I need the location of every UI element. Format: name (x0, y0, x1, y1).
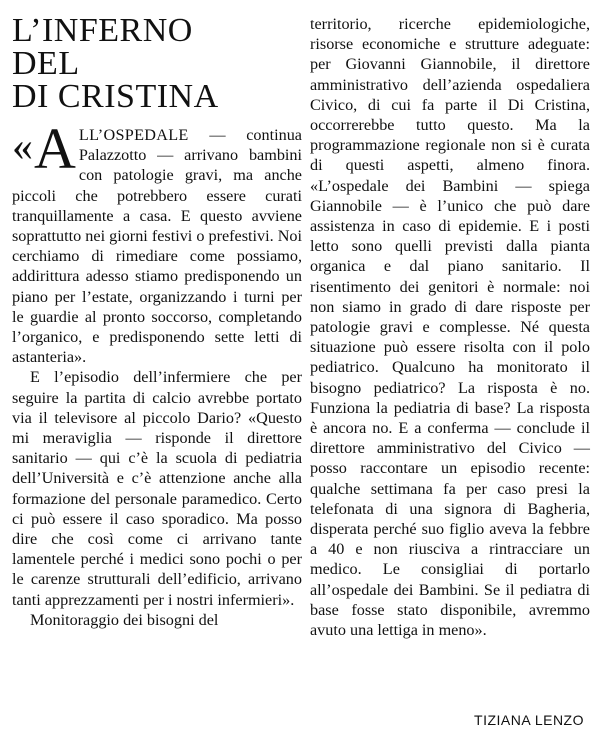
author-signature: TIZIANA LENZO (474, 712, 584, 728)
left-column (12, 14, 302, 630)
title-line-3: DI CRISTINA (12, 78, 219, 115)
article-body-right (310, 14, 590, 640)
lead-caps: LL’OSPEDALE (78, 126, 189, 144)
drop-cap: A (34, 116, 76, 181)
article-body-left (12, 116, 302, 630)
title-line-1: L’INFERNO (12, 12, 193, 49)
paragraph-3-start: Monitoraggio dei bisogni del (30, 610, 219, 629)
paragraph-2: E l’episodio dell’infermiere che per seguire la partita di calcio avrebbe portato via il televisore al piccolo Dario? «Questo mi meraviglia — risponde il direttore sanitario — qui c’è la scuola di pediatria dell’Università e c’è attenzione anche alla formazione del personale paramedico. Certo ci può essere il caso sporadico. Ma posso dire che così come ci arrivano tante lamentele perché i medici sono pochi o per le carenze strutturali dell’edificio, arrivano tanti apprezzamenti per i nostri infermieri». (12, 368, 302, 609)
title-line-2: DEL (12, 45, 80, 82)
opening-quote: « (12, 124, 33, 170)
paragraph-1 (12, 116, 302, 367)
paragraph-3-continued: territorio, ricerche epidemiologiche, risorse economiche e strutture adeguate: per Giovanni Giannobile, il direttore amministrativo dell’azienda ospedaliera Civico, di cui fa parte il Di Cristina, occorrerebbe tutto questo. Ma la programmazione regionale non si è curata di questi aspetti, almeno finora. «L’ospedale dei Bambini — spiega Giannobile — è l’unico che può dare assistenza in caso di epidemie. E i posti letto sono quelli previsti dalla pianta organica e dal piano sanitario. Il risentimento dei genitori è normale: noi non siamo in grado di dare risposte per patologie gravi e complesse. Né questa situazione può essere risolta con il polo pediatrico. Qualcuno ha monitorato il bisogno pediatrico? La risposta è no. Funziona la pediatria di base? La risposta è ancora no. E a conferma — conclude il direttore amministrativo del Civico — posso raccontare un episodio recente: qualche settimana fa per caso presi la telefonata di una signora di Bagheria, disperata perché suo figlio aveva la febbre a 40 e non riusciva a rintracciare un medico. Le consigliai di portarlo all’ospedale dei Bambini. Se il pediatra di base fosse stato disponibile, avremmo avuto una lettiga in meno». (310, 15, 590, 640)
paragraph-1-text: — continua Palazzotto — arrivano bambini con patologie gravi, ma anche piccoli che potrebbero essere curati tranquillamente a casa. E questo avviene soprattutto nei giorni festivi o prefestivi. Noi cerchiamo di rimediare come possiamo, addirittura adesso stiamo predisponendo un piano per l’estate, organizzando i turni per le guardie al pronto soccorso, completando l’organico, e predisponendo sette letti di astanteria». (12, 126, 302, 367)
article-title (12, 14, 302, 113)
right-column (310, 14, 590, 640)
